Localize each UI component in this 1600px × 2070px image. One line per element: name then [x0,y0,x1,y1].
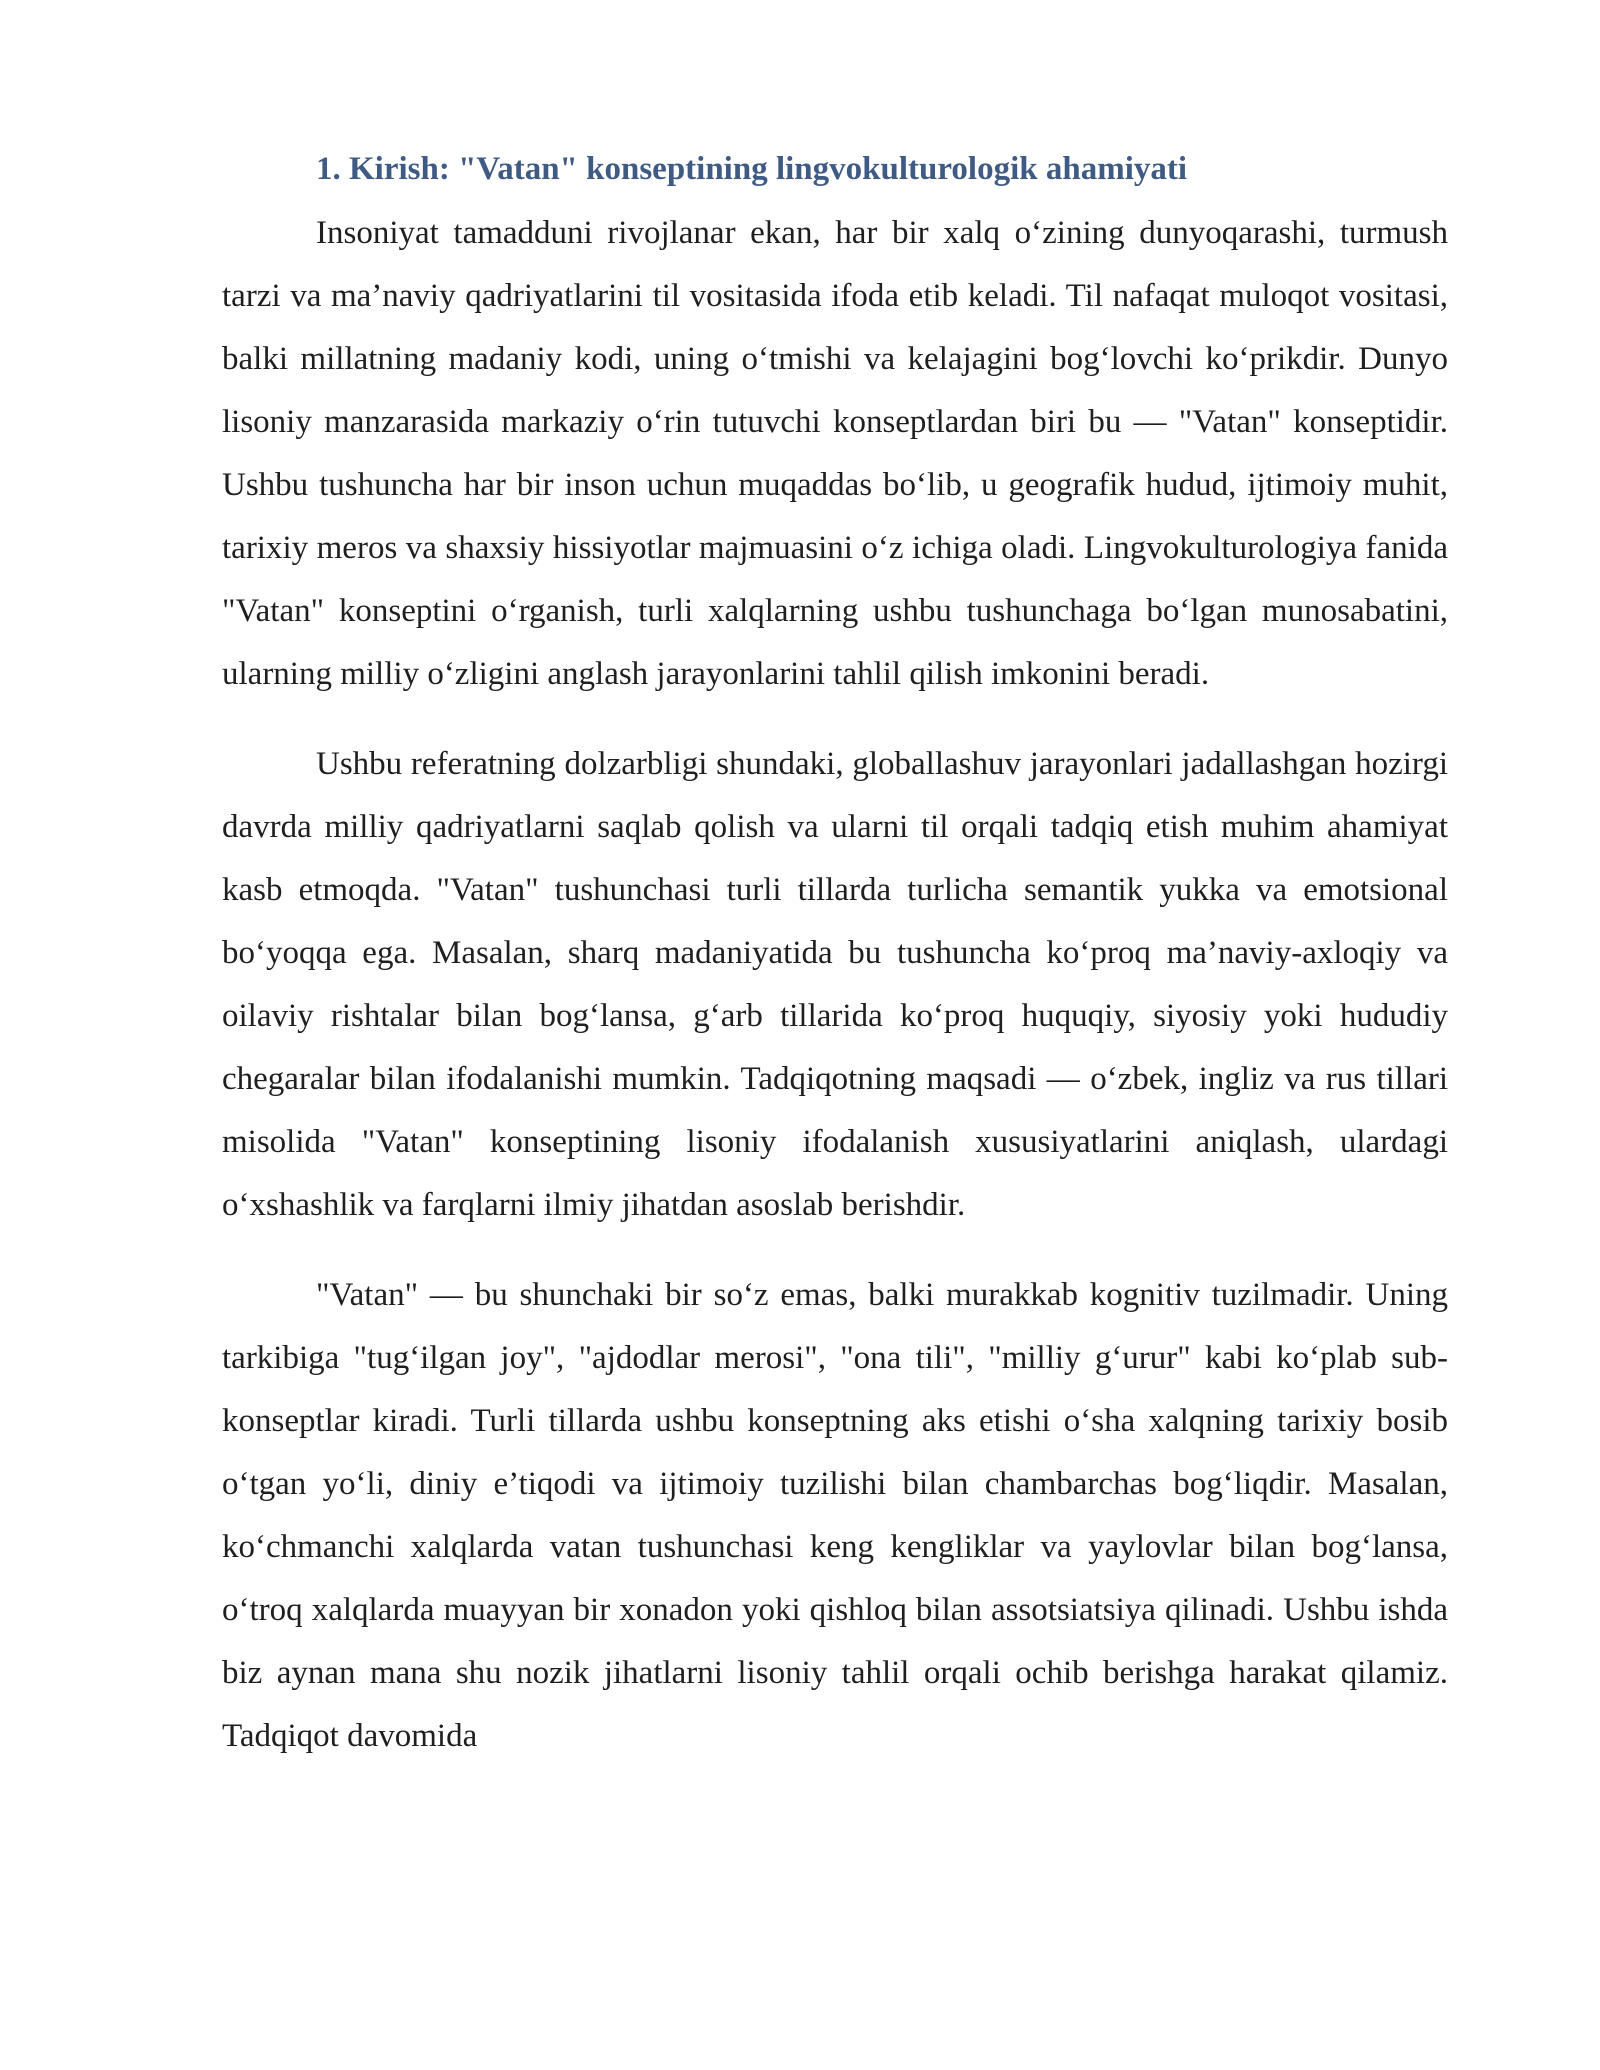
paragraph-introduction: Insoniyat tamadduni rivojlanar ekan, har bir xalq o‘zining dunyoqarashi, turmush tarzi va ma’naviy qadriyatlarini til vositasida ifoda etib keladi. Til nafaqat muloqot vositasi, balki millatning madaniy kodi, uning o‘tmishi va kelajagini bog‘lovchi ko‘prikdir. Dunyo lisoniy manzarasida markaziy o‘rin tutuvchi konseptlardan biri bu — "Vatan" konseptidir. Ushbu tushuncha har bir inson uchun muqaddas bo‘lib, u geografik hudud, ijtimoiy muhit, tarixiy meros va shaxsiy hissiyotlar majmuasini o‘z ichiga oladi. Lingvokulturologiya fanida "Vatan" konseptini o‘rganish, turli xalqlarning ushbu tushunchaga bo‘lgan munosabatini, ularning milliy o‘zligini anglash jarayonlarini tahlil qilish imkonini beradi. [222,215,1448,692]
paragraph-concept-structure: "Vatan" — bu shunchaki bir so‘z emas, balki murakkab kognitiv tuzilmadir. Uning tarkibiga "tug‘ilgan joy", "ajdodlar merosi", "ona tili", "milliy g‘urur" kabi ko‘plab sub-konseptlar kiradi. Turli tillarda ushbu konseptning aks etishi o‘sha xalqning tarixiy bosib o‘tgan yo‘li, diniy e’tiqodi va ijtimoiy tuzilishi bilan chambarchas bog‘liqdir. Masalan, ko‘chmanchi xalqlarda vatan tushunchasi keng kengliklar va yaylovlar bilan bog‘lansa, o‘troq xalqlarda muayyan bir xonadon yoki qishloq bilan assotsiatsiya qilinadi. Ushbu ishda biz aynan mana shu nozik jihatlarni lisoniy tahlil orqali ochib berishga harakat qilamiz. Tadqiqot davomida [222,1277,1448,1754]
section-heading: 1. Kirish: "Vatan" konseptining lingvokulturologik ahamiyati [316,151,1188,187]
paragraph-relevance: Ushbu referatning dolzarbligi shundaki, globallashuv jarayonlari jadallashgan hozirgi davrda milliy qadriyatlarni saqlab qolish va ularni til orqali tadqiq etish muhim ahamiyat kasb etmoqda. "Vatan" tushunchasi turli tillarda turlicha semantik yukka va emotsional bo‘yoqqa ega. Masalan, sharq madaniyatida bu tushuncha ko‘proq ma’naviy-axloqiy va oilaviy rishtalar bilan bog‘lansa, g‘arb tillarida ko‘proq huquqiy, siyosiy yoki hududiy chegaralar bilan ifodalanishi mumkin. Tadqiqotning maqsadi — o‘zbek, ingliz va rus tillari misolida "Vatan" konseptining lisoniy ifodalanish xususiyatlarini aniqlash, ulardagi o‘xshashlik va farqlarni ilmiy jihatdan asoslab berishdir. [222,746,1448,1223]
document-page [222,146,1448,1768]
